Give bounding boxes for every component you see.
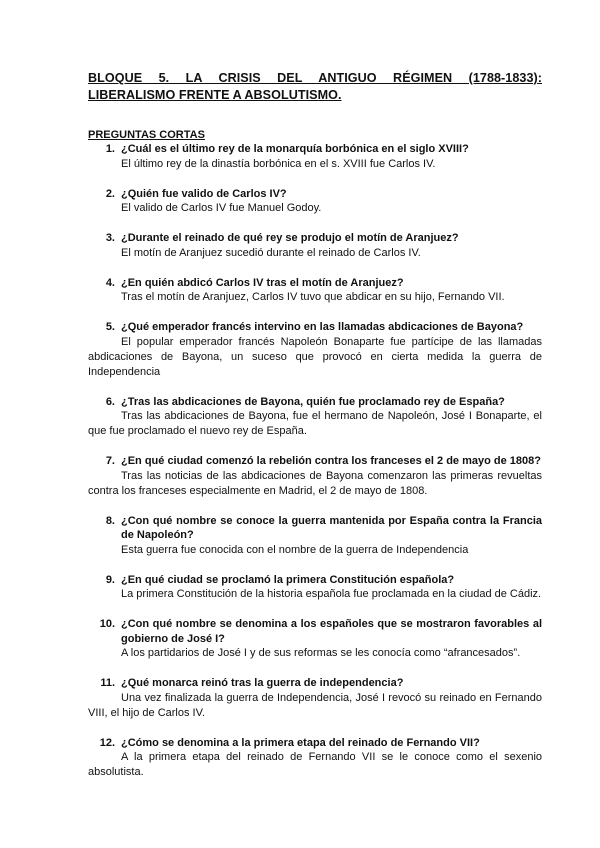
question-number: 4.	[105, 276, 115, 289]
answer-text: Tras el motín de Aranjuez, Carlos IV tuvo que abdicar en su hijo, Fernando VII.	[121, 291, 505, 303]
question-number: 2.	[105, 187, 115, 200]
answer-text: El motín de Aranjuez sucedió durante el reinado de Carlos IV.	[121, 246, 421, 259]
answer-text: Una vez finalizada la guerra de Independencia, José I revocó su reinado en Fernando VIII, el hijo de Carlos IV.	[88, 691, 542, 719]
answer-text: El popular emperador francés Napoleón Bonaparte fue partícipe de las llamadas abdicaciones de Bayona, un suceso que provocó en cierta medida la guerra de Independencia	[88, 335, 542, 378]
question-item	[88, 320, 542, 380]
answer-text: Tras las noticias de las abdicaciones de Bayona comenzaron las primeras revueltas contra los franceses especialmente en Madrid, el 2 de mayo de 1808.	[88, 469, 542, 497]
answer-text: El último rey de la dinastía borbónica en el s. XVIII fue Carlos IV.	[121, 157, 436, 170]
question-text: ¿Qué emperador francés intervino en las llamadas abdicaciones de Bayona?	[121, 321, 524, 333]
question-text: ¿Cómo se denomina a la primera etapa del reinado de Fernando VII?	[121, 736, 480, 749]
question-text: ¿Con qué nombre se conoce la guerra mantenida por España contra la Francia de Napoleón?	[121, 514, 542, 541]
question-number: 10.	[99, 618, 115, 630]
question-text: ¿En qué ciudad se proclamó la primera Constitución española?	[121, 573, 455, 586]
question-text: ¿Tras las abdicaciones de Bayona, quién fue proclamado rey de España?	[121, 395, 505, 408]
question-item	[88, 187, 542, 217]
document-title: BLOQUE 5. LA CRISIS DEL ANTIGUO RÉGIMEN (1788-1833): LIBERALISMO FRENTE A ABSOLUTISMO.	[88, 71, 542, 102]
question-item	[88, 142, 542, 172]
question-item	[88, 514, 542, 558]
question-text: ¿En qué ciudad comenzó la rebelión contra los franceses el 2 de mayo de 1808?	[121, 455, 541, 467]
question-item	[88, 676, 542, 721]
question-item	[88, 454, 542, 499]
question-number: 6.	[105, 395, 115, 408]
question-number: 3.	[105, 232, 115, 244]
question-item	[88, 276, 542, 306]
question-item	[88, 395, 542, 440]
question-number: 12.	[99, 736, 115, 749]
section-heading: PREGUNTAS CORTAS	[88, 129, 205, 141]
question-item	[88, 573, 542, 603]
question-item	[88, 736, 542, 781]
question-number: 8.	[105, 514, 115, 527]
answer-text: A la primera etapa del reinado de Fernando VII se le conoce como el sexenio absolutista.	[88, 751, 542, 778]
question-number: 9.	[105, 573, 115, 586]
question-number: 11.	[100, 677, 115, 689]
answer-text: A los partidarios de José I y de sus reformas se les conocía como “afrancesados”.	[121, 647, 521, 659]
question-text: ¿Con qué nombre se denomina a los españoles que se mostraron favorables al gobierno de José I?	[121, 618, 542, 645]
answer-text: El valido de Carlos IV fue Manuel Godoy.	[121, 202, 322, 214]
answer-text: La primera Constitución de la historia española fue proclamada en la ciudad de Cádiz.	[121, 588, 542, 600]
question-text: ¿Quién fue valido de Carlos IV?	[121, 187, 287, 200]
question-text: ¿Cuál es el último rey de la monarquía borbónica en el siglo XVIII?	[121, 143, 469, 155]
question-number: 7.	[105, 455, 115, 467]
question-number: 5.	[105, 321, 115, 333]
question-item	[88, 617, 542, 661]
question-item	[88, 231, 542, 261]
answer-text: Tras las abdicaciones de Bayona, fue el hermano de Napoleón, José I Bonaparte, el que fue proclamado el nuevo rey de España.	[88, 410, 542, 437]
question-text: ¿Qué monarca reinó tras la guerra de independencia?	[121, 677, 404, 689]
question-text: ¿Durante el reinado de qué rey se produjo el motín de Aranjuez?	[121, 232, 459, 244]
answer-text: Esta guerra fue conocida con el nombre de la guerra de Independencia	[121, 543, 469, 556]
question-number: 1.	[105, 143, 115, 155]
question-text: ¿En quién abdicó Carlos IV tras el motín de Aranjuez?	[121, 276, 404, 289]
